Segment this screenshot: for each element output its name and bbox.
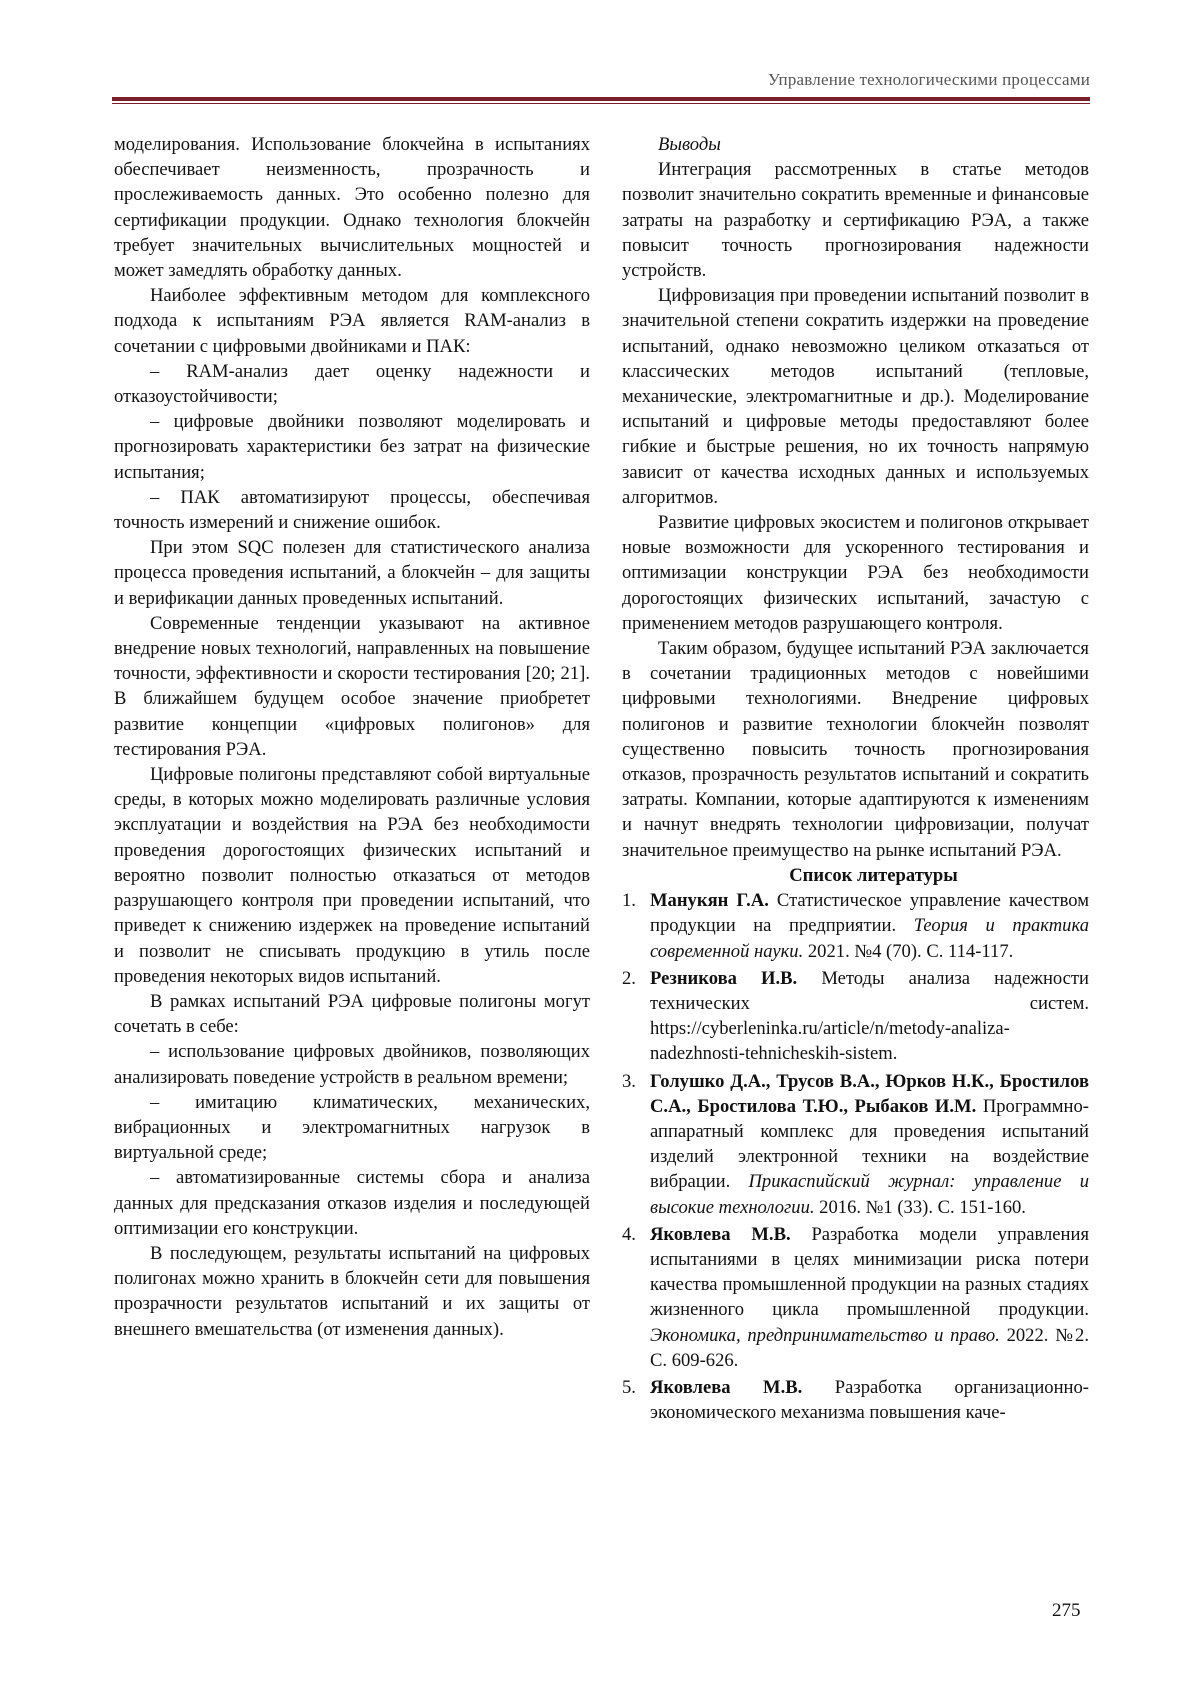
reference-authors: Яковлева М.В. (650, 1223, 791, 1245)
reference-text: Программно-аппаратный комплекс для проведения испытаний изделий электронной техники на воздействие вибрации. (650, 1095, 1089, 1193)
paragraph: моделирования. Использование блокчейна в испытаниях обеспечивает неизменность, прозрачность и прослеживаемость данных. Это особенно полезно для сертификации продукции. Однако технология блокчейн требует значительных вычислительных мощностей и может замедлять обработку данных. (114, 134, 590, 282)
reference-text: Методы анализа надежности технических систем. https://cyberleninka.ru/article/n/metody-analiza-nadezhnosti-tehnicheskih-sistem. (650, 967, 1089, 1065)
reference-authors: Манукян Г.А. (650, 890, 769, 912)
paragraph: Цифровые полигоны представляют собой виртуальные среды, в которых можно моделировать различные условия эксплуатации и воздействия на РЭА без необходимости проведения дорогостоящих физических испытаний и вероятно позволит полностью отказаться от методов разрушающего контроля при проведении испытаний, что приведет к снижению издержек на проведение испытаний и позволит не списывать продукцию в утиль после проведения некоторых видов испытаний. (114, 764, 590, 987)
list-item: – ПАК автоматизируют процессы, обеспечивая точность измерений и снижение ошибок. (114, 486, 590, 534)
paragraph: Развитие цифровых экосистем и полигонов открывает новые возможности для ускоренного тестирования и оптимизации конструкции РЭА без необходимости дорогостоящих физических испытаний, зачастую с применением методов разрушающего контроля. (622, 512, 1089, 634)
reference-authors: Резникова И.В. (650, 967, 798, 989)
paragraph: Современные тенденции указывают на активное внедрение новых технологий, направленных на повышение точности, эффективности и скорости тестирования [20; 21]. В ближайшем будущем особое значение приобретет развитие концепции «цифровых полигонов» для тестирования РЭА. (114, 612, 590, 760)
reference-text: Разработка модели управления испытаниями в целях минимизации риска потери качества промышленной продукции на разных стадиях жизненного цикла промышленной продукции. (650, 1223, 1089, 1321)
reference-authors: Яковлева М.В. (650, 1376, 803, 1398)
paragraph: Интеграция рассмотренных в статье методов позволит значительно сократить временные и финансовые затраты на разработку и сертификацию РЭА, а также повысит точность прогнозирования надежности устройств. (622, 159, 1089, 282)
paragraph: В последующем, результаты испытаний на цифровых полигонах можно хранить в блокчейн сети для повышения прозрачности результатов испытаний и их защиты от внешнего вмешательства (от изменения данных). (114, 1242, 590, 1340)
page-number: 275 (1052, 1600, 1081, 1621)
reference-journal: Экономика, предпринимательство и право. (650, 1324, 1000, 1346)
paragraph: Таким образом, будущее испытаний РЭА заключается в сочетании традиционных методов с новейшими цифровыми технологиями. Внедрение цифровых полигонов и развитие технологии блокчейн позволят существенно повысить точность прогнозирования отказов, прозрачность результатов испытаний и сократить затраты. Компании, которые адаптируются к изменениям и начнут внедрять технологии цифровизации, получат значительное преимущество на рынке испытаний РЭА. (622, 638, 1089, 861)
reference-tail: 2022. №2. С. 609-626. (650, 1324, 1089, 1371)
header-rule-thick (112, 97, 1090, 101)
list-item: – цифровые двойники позволяют моделировать и прогнозировать характеристики без затрат на физические испытания; (114, 411, 590, 483)
reference-number: 1. (622, 890, 636, 912)
paragraph: Наиболее эффективным методом для комплексного подхода к испытаниям РЭА является RAM-анализ в сочетании с цифровыми двойниками и ПАК: (114, 285, 590, 357)
reference-tail: 2016. №1 (33). С. 151-160. (814, 1196, 1026, 1218)
list-item: – использование цифровых двойников, позволяющих анализировать поведение устройств в реальном времени; (114, 1041, 590, 1088)
left-column (114, 132, 590, 1342)
reference-item (622, 1222, 1089, 1373)
list-item: – RAM-анализ дает оценку надежности и отказоустойчивости; (114, 360, 590, 408)
reference-item (622, 1375, 1089, 1425)
running-header (112, 70, 1090, 110)
reference-text: Разработка организационно-экономического механизма повышения каче- (650, 1376, 1089, 1424)
reference-number: 5. (622, 1376, 636, 1398)
header-rule-thin (112, 103, 1090, 104)
reference-item (622, 888, 1089, 964)
reference-item (622, 966, 1089, 1067)
reference-item (622, 1069, 1089, 1220)
reference-number: 2. (622, 967, 636, 989)
list-item: – имитацию климатических, механических, вибрационных и электромагнитных нагрузок в виртуальной среде; (114, 1091, 590, 1164)
paragraph: В рамках испытаний РЭА цифровые полигоны могут сочетать в себе: (114, 990, 590, 1038)
reference-number: 3. (622, 1070, 636, 1092)
reference-tail: 2021. №4 (70). С. 114-117. (803, 940, 1014, 962)
reference-journal: Прикаспийский журнал: управление и высокие технологии. (650, 1171, 1090, 1218)
references-list (622, 888, 1089, 1425)
reference-journal: Теория и практика современной науки. (650, 915, 1089, 962)
reference-text: Статистическое управление качеством продукции на предприятии. (650, 890, 1089, 937)
references-title: Список литературы (789, 864, 958, 886)
paragraph: При этом SQC полезен для статистического анализа процесса проведения испытаний, а блокчейн – для защиты и верификации данных проведенных испытаний. (114, 537, 590, 609)
section-heading: Выводы (658, 134, 721, 155)
reference-number: 4. (622, 1223, 636, 1245)
reference-authors: Голушко Д.А., Трусов В.А., Юрков Н.К., Бростилов С.А., Бростилова Т.Ю., Рыбаков И.М. (650, 1070, 1089, 1117)
journal-section-title: Управление технологическими процессами (767, 70, 1090, 89)
list-item: – автоматизированные системы сбора и анализа данных для предсказания отказов изделия и последующей оптимизации его конструкции. (114, 1167, 590, 1239)
right-column (622, 132, 1089, 1427)
paragraph: Цифровизация при проведении испытаний позволит в значительной степени сократить издержки на проведение испытаний, однако невозможно целиком отказаться от классических методов испытаний (тепловые, механические, электромагнитные и др.). Моделирование испытаний и цифровые методы предоставляют более гибкие и быстрые решения, но их точность напрямую зависит от качества исходных данных и используемых алгоритмов. (622, 285, 1089, 508)
